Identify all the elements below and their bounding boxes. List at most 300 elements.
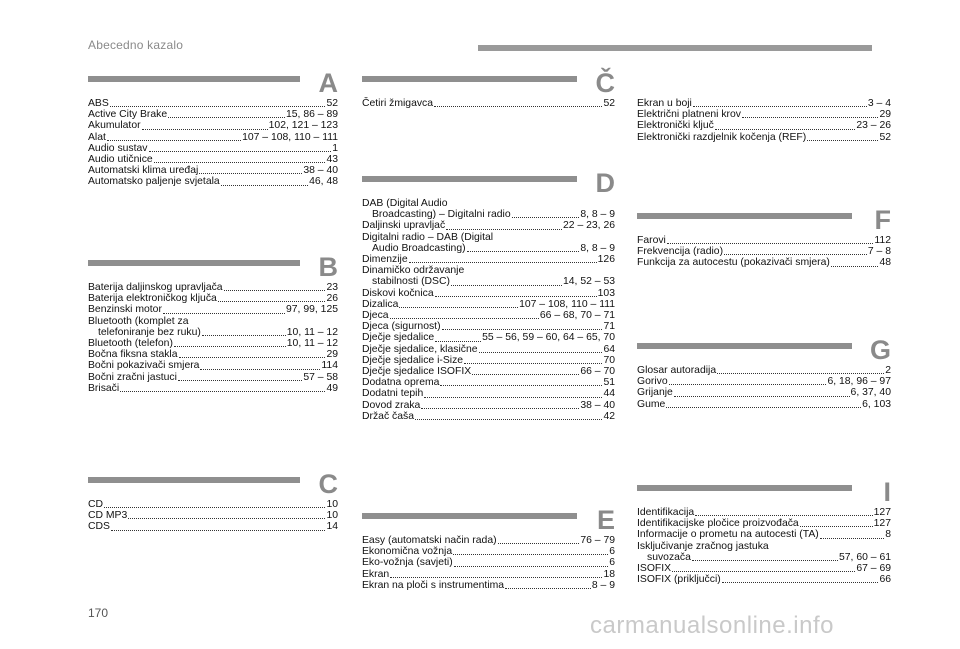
index-entry <box>362 580 615 591</box>
entry-term: Audio sustav <box>88 142 148 154</box>
section-rule <box>88 477 300 483</box>
entry-term: Easy (automatski način rada) <box>362 535 497 546</box>
entry-pages: 55 – 56, 59 – 60, 64 – 65, 70 <box>482 332 615 344</box>
entry-pages: 114 <box>321 360 338 372</box>
index-entry <box>362 198 615 209</box>
section-letter: G <box>869 335 891 365</box>
entry-pages: 29 <box>326 349 338 361</box>
entry-pages: 6 <box>609 546 615 558</box>
index-entry <box>637 132 891 143</box>
entry-pages: 126 <box>597 254 615 266</box>
index-entry <box>362 344 615 355</box>
index-entry <box>362 569 615 580</box>
entry-pages: 102, 121 – 123 <box>268 120 338 132</box>
index-entry <box>362 411 615 422</box>
entry-pages: 15, 86 – 89 <box>286 109 338 121</box>
leader-dots <box>724 246 867 255</box>
entry-term: Broadcasting) – Digitalni radio <box>372 209 511 221</box>
leader-dots <box>435 333 481 342</box>
entry-pages: 14 <box>326 521 338 533</box>
entry-pages: 6, 18, 96 – 97 <box>827 376 891 388</box>
entry-term: CDS <box>88 521 110 533</box>
index-entry <box>362 98 615 109</box>
index-entry <box>88 154 338 165</box>
section-e-continued <box>637 98 891 143</box>
entry-term: Četiri žmigavca <box>362 98 434 109</box>
leader-dots <box>505 580 591 589</box>
leader-dots <box>149 143 332 152</box>
index-entry <box>88 143 338 154</box>
section-header <box>88 467 338 499</box>
entry-pages: 38 – 40 <box>303 165 338 177</box>
entry-pages: 6, 37, 40 <box>850 387 891 399</box>
entry-pages: 38 – 40 <box>580 399 615 411</box>
index-entry <box>362 355 615 366</box>
index-entry <box>88 98 338 109</box>
index-entry <box>362 232 615 243</box>
leader-dots <box>415 411 602 420</box>
leader-dots <box>199 165 302 174</box>
leader-dots <box>200 361 320 370</box>
entry-pages: 112 <box>874 235 891 246</box>
entry-term: Baterija daljinskog upravljača <box>88 282 223 293</box>
section-header <box>362 66 615 98</box>
entry-term: Audio utičnice <box>88 154 153 166</box>
entry-pages: 43 <box>326 154 338 166</box>
entry-term: Automatsko paljenje svjetala <box>88 176 220 188</box>
index-entry <box>362 535 615 546</box>
entry-pages: 14, 52 – 53 <box>563 276 615 288</box>
leader-dots <box>479 344 603 353</box>
section-b <box>88 250 338 394</box>
index-entries <box>637 507 891 585</box>
index-entry <box>362 299 615 310</box>
entry-term: suvozača <box>647 551 691 563</box>
entry-pages: 46, 48 <box>309 176 338 188</box>
entry-pages: 49 <box>326 382 338 394</box>
index-entry <box>637 529 891 540</box>
leader-dots <box>120 383 325 392</box>
entry-term: Bluetooth (komplet za <box>88 315 189 327</box>
index-entry <box>88 293 338 304</box>
index-entry <box>88 499 338 510</box>
section-c-caron <box>362 66 615 109</box>
entry-term: Dizalica <box>362 298 399 310</box>
entry-term: Active City Brake <box>88 109 168 121</box>
section-f <box>637 203 891 269</box>
leader-dots <box>409 254 597 263</box>
entry-term: Dovod zraka <box>362 399 421 411</box>
entry-term: Djeca (sigurnost) <box>362 321 441 333</box>
entry-pages: 44 <box>603 388 615 400</box>
leader-dots <box>128 510 325 519</box>
index-entry <box>362 243 615 254</box>
entry-term: Brisači <box>88 382 120 394</box>
entry-pages: 52 <box>879 131 891 143</box>
index-entries <box>88 282 338 394</box>
entry-pages: 6 <box>609 557 615 569</box>
entry-pages: 7 – 8 <box>867 246 891 258</box>
index-entry <box>88 120 338 131</box>
index-entry <box>88 304 338 315</box>
leader-dots <box>142 121 268 130</box>
entry-pages: 127 <box>873 518 891 530</box>
entry-term: Frekvencija (radio) <box>637 246 724 258</box>
leader-dots <box>667 235 874 244</box>
entry-term: Dodatni tepih <box>362 388 424 400</box>
entry-pages: 8 – 9 <box>591 579 615 591</box>
leader-dots <box>695 507 872 516</box>
index-entry <box>362 209 615 220</box>
entry-term: Farovi <box>637 235 666 246</box>
entry-pages: 70 <box>603 354 615 366</box>
entry-term: Isključivanje zračnog jastuka <box>637 540 769 552</box>
entry-pages: 66 – 70 <box>580 366 615 378</box>
entry-term: Djeca <box>362 310 389 322</box>
entry-term: Elektronički razdjelnik kočenja (REF) <box>637 131 807 143</box>
entry-pages: 42 <box>603 410 615 422</box>
index-entry <box>88 510 338 521</box>
entry-term: Ekonomična vožnja <box>362 546 453 558</box>
section-letter: A <box>318 68 338 98</box>
entry-term: Funkcija za autocestu (pokazivači smjera) <box>637 257 830 269</box>
entry-term: Dječje sjedalice, klasične <box>362 343 478 355</box>
entry-term: Identifikacijske pločice proizvođača <box>637 518 799 530</box>
entry-pages: 97, 99, 125 <box>286 304 338 316</box>
index-entry <box>637 120 891 131</box>
entry-term: Dimenzije <box>362 254 408 266</box>
leader-dots <box>446 221 562 230</box>
leader-dots <box>467 243 580 252</box>
leader-dots <box>512 209 580 218</box>
entry-term: Bočni zračni jastuci <box>88 371 177 383</box>
leader-dots <box>178 372 302 381</box>
leader-dots <box>202 327 286 336</box>
entry-pages: 6, 103 <box>862 398 891 410</box>
entry-pages: 127 <box>873 507 891 518</box>
entry-pages: 57, 60 – 61 <box>839 551 891 563</box>
entry-term: Gume <box>637 398 666 410</box>
entry-term: ISOFIX (priključci) <box>637 574 721 586</box>
index-entry <box>88 109 338 120</box>
entry-term: Baterija elektroničkog ključa <box>88 293 217 305</box>
entry-term: Eko-vožnja (savjeti) <box>362 557 453 569</box>
section-header <box>362 166 615 198</box>
section-d <box>362 166 615 422</box>
index-entry <box>88 327 338 338</box>
index-entry <box>88 360 338 371</box>
index-entry <box>362 366 615 377</box>
entry-term: CD MP3 <box>88 510 128 522</box>
section-letter: E <box>596 505 615 535</box>
entry-term: Dječje sjedalice i-Size <box>362 354 464 366</box>
entry-term: Automatski klima uređaj <box>88 165 199 177</box>
section-a <box>88 66 338 188</box>
entry-pages: 52 <box>603 98 615 109</box>
leader-dots <box>807 132 878 141</box>
section-header <box>637 333 891 365</box>
leader-dots <box>390 569 602 578</box>
leader-dots <box>179 349 326 358</box>
index-entry <box>362 388 615 399</box>
entry-pages: 29 <box>879 109 891 121</box>
entry-term: Držač čaša <box>362 410 414 422</box>
entry-pages: 57 – 58 <box>303 371 338 383</box>
leader-dots <box>464 355 602 364</box>
entry-term: Grijanje <box>637 387 673 399</box>
entry-term: Dječje sjedalice ISOFIX <box>362 366 472 378</box>
leader-dots <box>390 310 539 319</box>
section-letter: I <box>883 477 891 507</box>
index-entries <box>88 499 338 533</box>
index-entry <box>88 372 338 383</box>
entry-term: ISOFIX <box>637 563 672 575</box>
index-entry <box>362 265 615 276</box>
leader-dots <box>672 563 855 572</box>
index-entries <box>362 535 615 591</box>
leader-dots <box>163 305 285 314</box>
leader-dots <box>451 277 562 286</box>
entry-pages: 10, 11 – 12 <box>286 338 338 350</box>
entry-term: Glosar autoradija <box>637 365 717 376</box>
entry-term: Elektronički ključ <box>637 120 714 132</box>
index-entry <box>637 109 891 120</box>
index-entry <box>637 399 891 410</box>
entry-term: DAB (Digital Audio <box>362 198 448 209</box>
section-header <box>362 503 615 535</box>
entry-term: Dinamičko održavanje <box>362 265 465 277</box>
entry-pages: 2 <box>885 365 891 376</box>
index-entry <box>362 377 615 388</box>
entry-term: Akumulator <box>88 120 141 132</box>
section-header <box>637 475 891 507</box>
section-header <box>88 250 338 282</box>
index-entry <box>637 246 891 257</box>
index-entry <box>362 276 615 287</box>
section-letter: C <box>318 469 338 499</box>
index-entry <box>88 338 338 349</box>
section-header <box>637 203 891 235</box>
index-entry <box>362 220 615 231</box>
entry-pages: 1 <box>332 142 338 154</box>
leader-dots <box>742 109 878 118</box>
section-e <box>362 503 615 591</box>
index-entry <box>88 316 338 327</box>
entry-pages: 23 – 26 <box>856 120 891 132</box>
leader-dots <box>722 574 879 583</box>
entry-pages: 66 – 68, 70 – 71 <box>539 310 615 322</box>
entry-pages: 66 <box>879 574 891 586</box>
entry-pages: 51 <box>603 377 615 389</box>
section-rule <box>362 176 577 182</box>
index-entries <box>637 235 891 269</box>
section-letter: D <box>595 168 615 198</box>
section-c <box>88 467 338 533</box>
entry-term: telefoniranje bez ruku) <box>98 326 201 338</box>
entry-pages: 10 <box>326 499 338 510</box>
entry-pages: 76 – 79 <box>580 535 615 546</box>
page-header-title: Abecedno kazalo <box>88 38 184 52</box>
section-letter: F <box>874 205 891 235</box>
header-bar <box>478 45 872 51</box>
leader-dots <box>831 258 879 267</box>
leader-dots <box>715 121 856 130</box>
index-entry <box>637 552 891 563</box>
index-entries <box>637 365 891 410</box>
leader-dots <box>424 389 602 398</box>
leader-dots <box>666 399 861 408</box>
entry-pages: 8, 8 – 9 <box>580 242 615 254</box>
entry-term: Bočna fiksna stakla <box>88 349 178 361</box>
index-entry <box>88 349 338 360</box>
entry-term: Ekran u boji <box>637 98 692 109</box>
entry-term: Bočni pokazivači smjera <box>88 360 200 372</box>
entry-term: Alat <box>88 131 106 143</box>
entry-term: Ekran <box>362 568 390 580</box>
index-entry <box>637 563 891 574</box>
leader-dots <box>820 530 884 539</box>
section-letter: B <box>318 252 338 282</box>
index-entry <box>637 235 891 246</box>
index-entry <box>637 507 891 518</box>
leader-dots <box>174 338 286 347</box>
leader-dots <box>399 299 518 308</box>
entry-term: ABS <box>88 98 109 109</box>
entry-pages: 23 <box>326 282 338 293</box>
entry-pages: 10, 11 – 12 <box>286 326 338 338</box>
leader-dots <box>110 98 326 107</box>
index-entries <box>637 98 891 143</box>
index-entry <box>637 387 891 398</box>
entry-pages: 107 – 108, 110 – 111 <box>519 298 615 310</box>
leader-dots <box>674 388 850 397</box>
entry-term: Ekran na ploči s instrumentima <box>362 579 505 591</box>
index-entry <box>88 521 338 532</box>
index-entry <box>637 257 891 268</box>
entry-pages: 52 <box>326 98 338 109</box>
leader-dots <box>453 546 608 555</box>
index-entry <box>362 254 615 265</box>
section-rule <box>637 485 852 491</box>
entry-pages: 8 <box>885 529 891 541</box>
index-entry <box>362 400 615 411</box>
entry-term: Benzinski motor <box>88 304 162 316</box>
page-number: 170 <box>88 606 109 620</box>
leader-dots <box>498 535 580 544</box>
entry-pages: 64 <box>603 343 615 355</box>
section-g <box>637 333 891 410</box>
section-rule <box>362 76 577 82</box>
entry-term: Dodatna oprema <box>362 377 440 389</box>
index-entry <box>637 376 891 387</box>
entry-pages: 8, 8 – 9 <box>580 209 615 221</box>
leader-dots <box>717 365 884 374</box>
index-entry <box>88 165 338 176</box>
entry-term: Gorivo <box>637 376 668 388</box>
index-entry <box>362 332 615 343</box>
entry-term: Informacije o prometu na autocesti (TA) <box>637 529 819 541</box>
entry-term: CD <box>88 499 104 510</box>
entry-term: Diskovi kočnica <box>362 287 434 299</box>
section-rule <box>88 260 300 266</box>
entry-pages: 71 <box>603 321 615 333</box>
leader-dots <box>111 522 325 531</box>
section-rule <box>362 513 577 519</box>
leader-dots <box>224 282 326 291</box>
entry-term: stabilnosti (DSC) <box>372 276 450 288</box>
index-entries <box>88 98 338 188</box>
leader-dots <box>800 518 873 527</box>
entry-pages: 10 <box>326 510 338 522</box>
index-entry <box>362 557 615 568</box>
index-entry <box>362 288 615 299</box>
entry-pages: 18 <box>603 568 615 580</box>
section-rule <box>637 343 852 349</box>
leader-dots <box>669 376 827 385</box>
leader-dots <box>693 98 867 107</box>
index-entry <box>88 383 338 394</box>
leader-dots <box>107 132 241 141</box>
section-rule <box>637 213 852 219</box>
leader-dots <box>692 552 838 561</box>
leader-dots <box>472 366 579 375</box>
entry-term: Daljinski upravljač <box>362 220 446 232</box>
section-header <box>88 66 338 98</box>
entry-term: Audio Broadcasting) <box>372 242 466 254</box>
entry-pages: 107 – 108, 110 – 111 <box>242 131 338 143</box>
index-entry <box>637 365 891 376</box>
index-entry <box>88 132 338 143</box>
leader-dots <box>218 293 326 302</box>
leader-dots <box>154 154 326 163</box>
leader-dots <box>435 288 597 297</box>
entry-term: Dječje sjedalice <box>362 332 435 344</box>
entry-term: Digitalni radio – DAB (Digital <box>362 231 494 243</box>
leader-dots <box>104 499 325 508</box>
leader-dots <box>442 321 603 330</box>
leader-dots <box>421 400 579 409</box>
leader-dots <box>221 177 308 186</box>
entry-pages: 22 – 23, 26 <box>563 220 615 232</box>
leader-dots <box>454 558 609 567</box>
entry-pages: 26 <box>326 293 338 305</box>
leader-dots <box>168 109 285 118</box>
section-letter: Č <box>595 68 615 98</box>
entry-pages: 48 <box>879 257 891 269</box>
leader-dots <box>440 377 602 386</box>
index-entry <box>637 541 891 552</box>
entry-term: Identifikacija <box>637 507 695 518</box>
index-entry <box>362 310 615 321</box>
watermark: carmanualsonline.info <box>590 612 834 639</box>
index-entry <box>637 98 891 109</box>
entry-pages: 3 – 4 <box>867 98 891 109</box>
index-entries <box>362 98 615 109</box>
section-i <box>637 475 891 585</box>
index-entry <box>362 321 615 332</box>
section-rule <box>88 76 300 82</box>
entry-pages: 103 <box>597 287 615 299</box>
entry-term: Električni platneni krov <box>637 109 741 121</box>
index-entries <box>362 198 615 422</box>
index-entry <box>88 282 338 293</box>
index-entry <box>88 176 338 187</box>
index-entry <box>637 518 891 529</box>
index-entry <box>637 574 891 585</box>
index-entry <box>362 546 615 557</box>
entry-pages: 67 – 69 <box>856 563 891 575</box>
leader-dots <box>434 98 602 107</box>
